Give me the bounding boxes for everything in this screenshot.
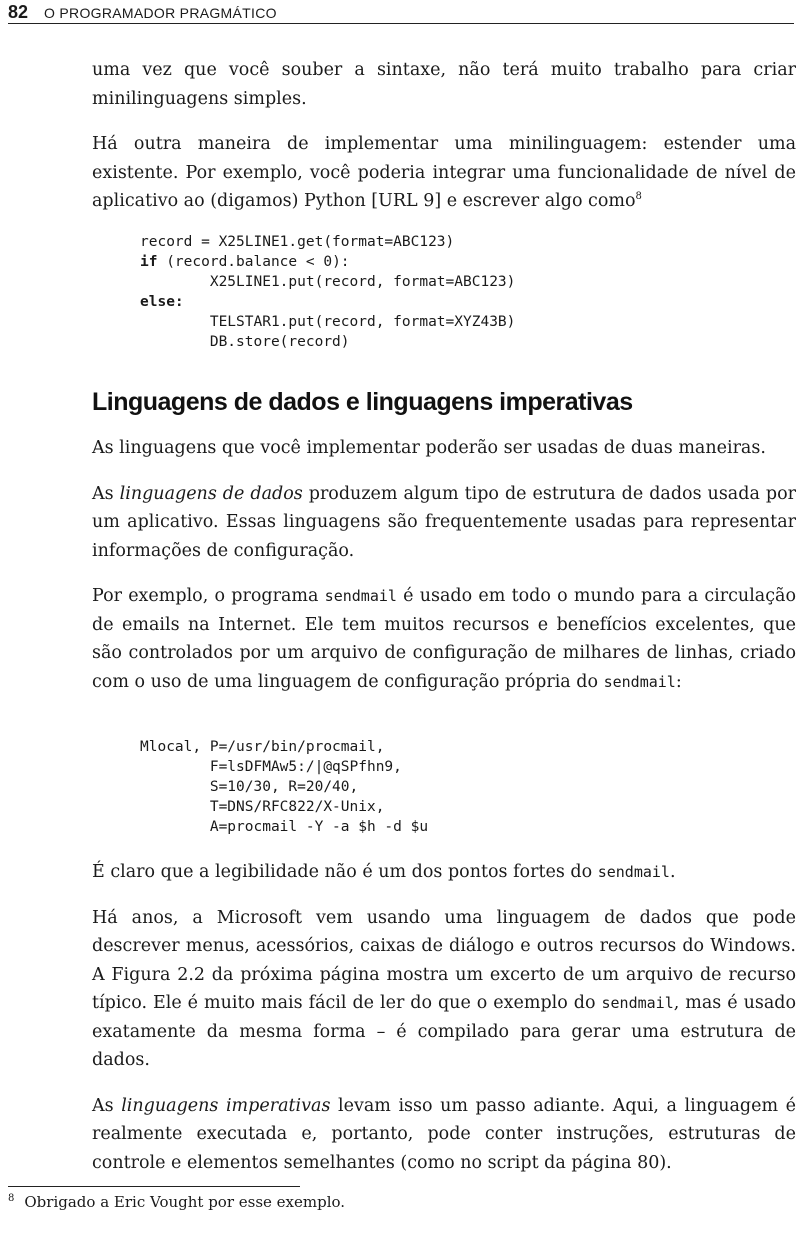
code-line: A=procmail -Y -a $h -d $u bbox=[140, 819, 429, 835]
code-line: record = X25LINE1.get(format=ABC123) bbox=[140, 234, 455, 250]
code-line: T=DNS/RFC822/X-Unix, bbox=[140, 799, 385, 815]
paragraph: Há outra maneira de implementar uma minilinguagem: estender uma existente. Por exemplo, você poderia integrar uma funcionalidade de nível de aplicativo ao (digamos) Python [URL 9] e escrever algo como$^8$ bbox=[92, 134, 796, 211]
footnote-ref: 8 bbox=[635, 191, 642, 203]
paragraph: As linguagens de dados produzem algum tipo de estrutura de dados usada por um aplicativo. Essas linguagens são frequentemente usadas para representar informações de configuração. bbox=[92, 483, 796, 561]
emphasis: linguagens imperativas bbox=[121, 1095, 331, 1116]
paragraph: É claro que a legibilidade não é um dos pontos fortes do sendmail. bbox=[92, 862, 676, 882]
paragraph: Há anos, a Microsoft vem usando uma linguagem de dados que pode descrever menus, acessórios, caixas de diálogo e outros recursos do Windows. A Figura 2.2 da próxima página mostra um excerto de um arquivo de recurso típico. Ele é muito mais fácil de ler do que o exemplo do sendmail, mas é usado exatamente da mesma forma – é compilado para gerar uma estrutura de dados. bbox=[92, 907, 796, 1070]
code-line: S=10/30, R=20/40, bbox=[140, 779, 359, 795]
code-line: F=lsDFMAw5:/|@qSPfhn9, bbox=[140, 759, 402, 775]
code-line: DB.store(record) bbox=[140, 334, 350, 350]
paragraph: Por exemplo, o programa sendmail é usado em todo o mundo para a circulação de emails na Internet. Ele tem muitos recursos e benefícios excelentes, que são controlados por um arquivo de configuração de milhares de linhas, criado com o uso de uma linguagem de configuração própria do sendmail: bbox=[92, 586, 797, 692]
code-keyword: else: bbox=[140, 294, 184, 310]
footnote-text: Obrigado a Eric Vought por esse exemplo. bbox=[24, 1193, 346, 1211]
running-title: O PROGRAMADOR PRAGMÁTICO bbox=[44, 5, 277, 21]
code-keyword: if bbox=[140, 254, 158, 270]
paragraph: uma vez que você souber a sintaxe, não terá muito trabalho para criar minilinguagens simples. bbox=[92, 60, 796, 109]
code-line: TELSTAR1.put(record, format=XYZ43B) bbox=[140, 314, 516, 330]
page-header bbox=[8, 0, 794, 24]
inline-code: sendmail bbox=[597, 863, 670, 881]
code-line: X25LINE1.put(record, format=ABC123) bbox=[140, 274, 516, 290]
code-line: (record.balance < 0): bbox=[157, 254, 350, 270]
body-section bbox=[92, 434, 796, 696]
intro-section bbox=[92, 56, 796, 216]
inline-code: sendmail bbox=[324, 587, 397, 605]
section-heading: Linguagens de dados e linguagens imperativas bbox=[92, 388, 633, 416]
page-number: 82 bbox=[8, 2, 29, 22]
code-block bbox=[140, 737, 428, 837]
footnote-number: 8 bbox=[8, 1193, 15, 1204]
paragraph: As linguagens imperativas levam isso um passo adiante. Aqui, a linguagem é realmente executada e, portanto, pode conter instruções, estruturas de controle e elementos semelhantes (como no script da página 80). bbox=[92, 1095, 796, 1173]
footnote bbox=[8, 1192, 345, 1212]
code-line: Mlocal, P=/usr/bin/procmail, bbox=[140, 739, 385, 755]
emphasis: linguagens de dados bbox=[119, 483, 303, 504]
body-section bbox=[92, 858, 796, 1177]
paragraph: As linguagens que você implementar poderão ser usadas de duas maneiras. bbox=[92, 438, 766, 458]
footnote-divider bbox=[8, 1186, 300, 1187]
code-block bbox=[140, 232, 515, 352]
inline-code: sendmail bbox=[603, 672, 676, 691]
inline-code: sendmail bbox=[601, 994, 674, 1012]
